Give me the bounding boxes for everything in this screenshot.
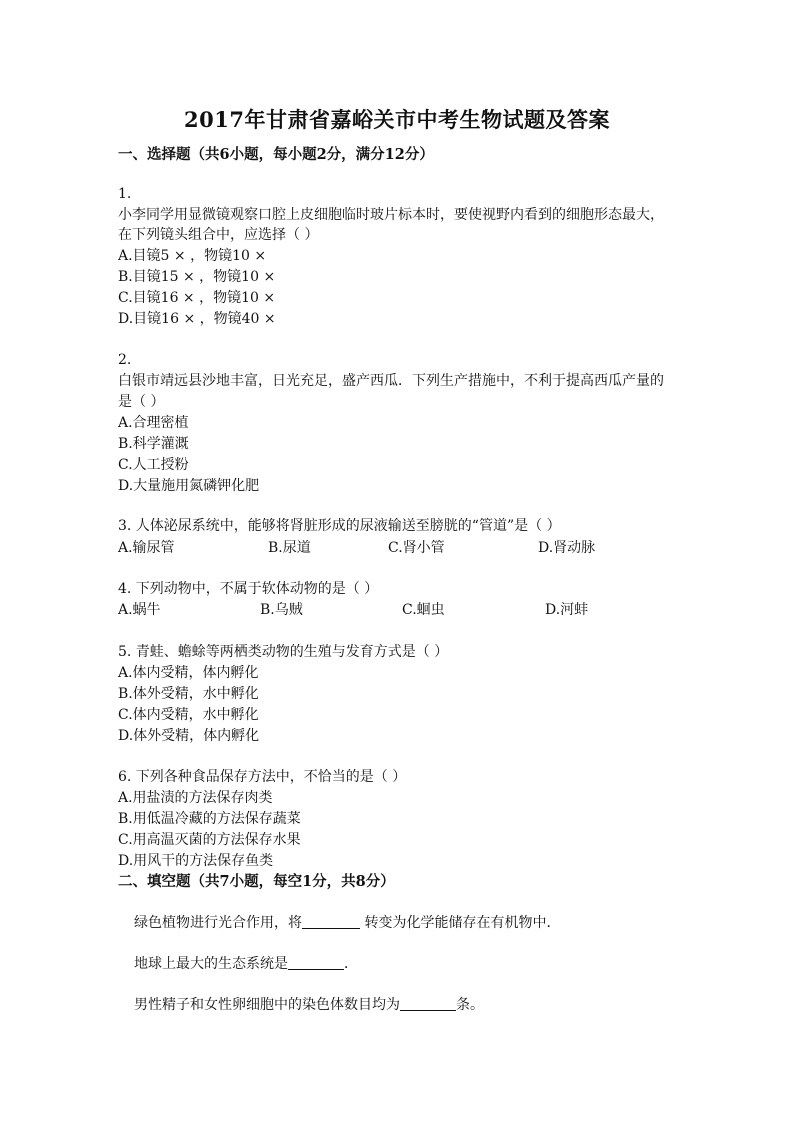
q2-stem-line1: 白银市靖远县沙地丰富，日光充足，盛产西瓜．下列生产措施中，不利于提高西瓜产量的 [118, 373, 664, 389]
q5-option-c: C.体内受精，水中孵化 [118, 707, 259, 723]
q5-option-d: D.体外受精，体内孵化 [118, 728, 260, 744]
q3-stem: 3. 人体泌尿系统中，能够将肾脏形成的尿液输送至膀胱的“管道”是（ ） [118, 518, 561, 534]
fill-3-after: 条。 [456, 997, 484, 1013]
document-title: 2017年甘肃省嘉峪关市中考生物试题及答案 [184, 107, 610, 132]
fill-2-blank[interactable] [288, 955, 344, 970]
q1-stem-line1: 小李同学用显微镜观察口腔上皮细胞临时玻片标本时，要使视野内看到的细胞形态最大， [118, 207, 664, 223]
q4-option-d: D.河蚌 [545, 602, 589, 618]
q3-option-a: A.输尿管 [118, 540, 175, 556]
q6-option-c: C.用高温灭菌的方法保存水果 [118, 832, 301, 848]
fill-1-before: 绿色植物进行光合作用，将 [134, 915, 302, 931]
q1-option-d: D.目镜16 × ，物镜40 × [118, 311, 276, 327]
q2-number: 2. [118, 352, 132, 368]
q1-stem-line2: 在下列镜头组合中，应选择（ ） [118, 227, 319, 243]
section-choice-heading: 一、选择题（共6小题，每小题2分，满分12分） [118, 146, 434, 163]
q4-stem: 4. 下列动物中，不属于软体动物的是（ ） [118, 581, 379, 597]
q2-stem-line2: 是（ ） [118, 394, 165, 410]
fill-2-before: 地球上最大的生态系统是 [134, 956, 288, 972]
q2-option-d: D.大量施用氮磷钾化肥 [118, 478, 260, 494]
fill-question-3 [134, 994, 484, 1014]
q1-number: 1. [118, 186, 132, 202]
q5-option-b: B.体外受精，水中孵化 [118, 686, 259, 702]
q4-options [118, 599, 678, 617]
fill-3-before: 男性精子和女性卵细胞中的染色体数目均为 [134, 997, 400, 1013]
q1-option-c: C.目镜16 × ，物镜10 × [118, 290, 276, 306]
fill-2-after: ． [344, 956, 358, 972]
q2-option-b: B.科学灌溉 [118, 436, 189, 452]
q3-option-c: C.肾小管 [388, 540, 445, 556]
q1-option-b: B.目镜15 × ，物镜10 × [118, 269, 276, 285]
q5-stem: 5. 青蛙、蟾蜍等两栖类动物的生殖与发育方式是（ ） [118, 644, 449, 660]
fill-question-1 [134, 912, 560, 932]
fill-question-2 [134, 953, 358, 973]
fill-1-after: 转变为化学能储存在有机物中． [360, 915, 561, 931]
q3-option-d: D.肾动脉 [538, 540, 596, 556]
q4-option-a: A.蜗牛 [118, 602, 161, 618]
q3-option-b: B.尿道 [268, 540, 311, 556]
fill-3-blank[interactable] [400, 996, 456, 1011]
q5-option-a: A.体内受精，体内孵化 [118, 665, 259, 681]
q6-stem: 6. 下列各种食品保存方法中，不恰当的是（ ） [118, 769, 407, 785]
q1-option-a: A.目镜5 × ，物镜10 × [118, 248, 267, 264]
q6-option-b: B.用低温冷藏的方法保存蔬菜 [118, 811, 301, 827]
section-fill-heading: 二、填空题（共7小题，每空1分，共8分） [118, 873, 395, 890]
q6-option-a: A.用盐渍的方法保存肉类 [118, 790, 273, 806]
q6-option-d: D.用风干的方法保存鱼类 [118, 853, 274, 869]
q4-option-b: B.乌贼 [260, 602, 303, 618]
q2-option-a: A.合理密植 [118, 415, 189, 431]
q4-option-c: C.蛔虫 [402, 602, 445, 618]
q3-options [118, 537, 678, 555]
q2-option-c: C.人工授粉 [118, 457, 189, 473]
fill-1-blank[interactable] [302, 914, 360, 929]
